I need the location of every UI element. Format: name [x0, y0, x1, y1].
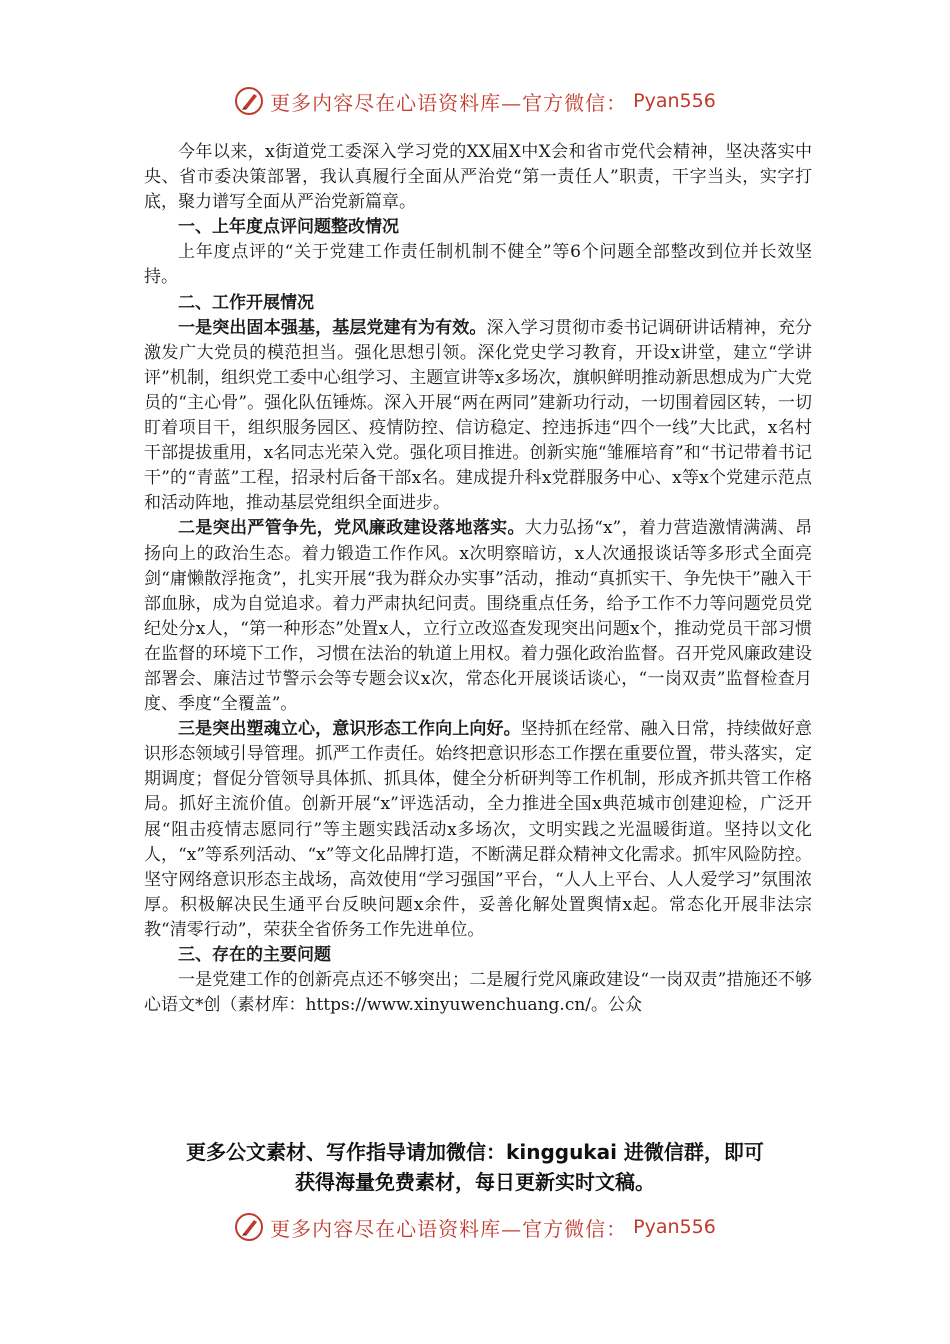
paragraph-2-lead: 一是突出固本强基，基层党建有为有效。 [178, 317, 487, 338]
paragraph-3-lead: 二是突出严管争先，党风廉政建设落地落实。 [178, 518, 525, 539]
promo-banner [100, 1137, 850, 1197]
paragraph-5: 一是党建工作的创新亮点还不够突出；二是履行党风廉政建设“一岗双责”措施还不够心语文*创（素材库：https://www.xinyuwenchuang.cn/。公众 [144, 970, 812, 1016]
footer-watermark [0, 1212, 950, 1242]
paragraph-4 [144, 717, 812, 943]
paragraph-4-body: 坚持抓在经常、融入日常，持续做好意识形态领域引导管理。抓严工作责任。始终把意识形态工作摆在重要位置，带头落实，定期调度；督促分管领导具体抓、抓具体，健全分析研判等工作机制，形成齐抓共管工作格局。抓好主流价值。创新开展“x”评选活动，全力推进全国x典范城市创建迎检，广泛开展“阻击疫情志愿同行”等主题实践活动x多场次，文明实践之光温暖街道。坚持以文化人，“x”等系列活动、“x”等文化品牌打造，不断满足群众精神文化需求。抓牢风险防控。坚守网络意识形态主战场，高效使用“学习强国”平台，“人人上平台、人人爱学习”氛围浓厚。积极解决民生通平台反映问题x余件，妥善化解处置舆情x起。常态化开展非法宗教“清零行动”，荣获全省侨务工作先进单位。 [144, 719, 813, 940]
document-body [144, 140, 812, 1018]
section-heading-2: 二、工作开展情况 [178, 292, 314, 313]
paragraph-3-body: 大力弘扬“x”，着力营造激情满满、昂扬向上的政治生态。着力锻造工作作风。x次明察暗访，x人次通报谈话等多形式全面亮剑“庸懒散浮拖贪”，扎实开展“我为群众办实事”活动，推动“真抓实干、争先快干”融入干部血脉，成为自觉追求。着力严肃执纪问责。围绕重点任务，给予工作不力等问题党员党纪处分x人，“第一种形态”处置x人，立行立改巡查发现突出问题x个，推动党员干部习惯在监督的环境下工作，习惯在法治的轨道上用权。着力强化政治监督。召开党风廉政建设部署会、廉洁过节警示会等专题会议x次，常态化开展谈话谈心，“一岗双责”监督检查月度、季度“全覆盖”。 [144, 518, 812, 715]
promo-line-1: 更多公文素材、写作指导请加微信：kinggukai 进微信群，即可 [186, 1140, 764, 1164]
section-heading-1: 一、上年度点评问题整改情况 [178, 217, 399, 238]
watermark-text: 更多内容尽在心语资料库—官方微信： [270, 1216, 628, 1241]
pen-logo-icon [234, 1212, 264, 1242]
promo-line-2: 获得海量免费素材，每日更新实时文稿。 [295, 1170, 655, 1194]
pen-logo-icon [234, 86, 264, 116]
watermark-id: Pyan556 [633, 90, 716, 112]
paragraph-4-lead: 三是突出塑魂立心，意识形态工作向上向好。 [178, 719, 521, 740]
paragraph-3 [144, 516, 812, 717]
paragraph-1: 上年度点评的“关于党建工作责任制机制不健全”等6个问题全部整改到位并长效坚持。 [144, 242, 812, 288]
paragraph-2-body: 深入学习贯彻市委书记调研讲话精神，充分激发广大党员的模范担当。强化思想引领。深化党史学习教育，开设x讲堂，建立“学讲评”机制，组织党工委中心组学习、主题宣讲等x多场次，旗帜鲜明推动新思想成为广大党员的“主心骨”。强化队伍锤炼。深入开展“两在两同”建新功行动，一切围着园区转，一切盯着项目干，组织服务园区、疫情防控、信访稳定、控违拆违“四个一线”大比武，x名村干部提拔重用，x名同志光荣入党。强化项目推进。创新实施“雏雁培育”和“书记带着书记干”的“青蓝”工程，招录村后备干部x名。建成提升科x党群服务中心、x等x个党建示范点和活动阵地，推动基层党组织全面进步。 [144, 317, 812, 514]
paragraph-2 [144, 316, 812, 517]
watermark-id: Pyan556 [633, 1216, 716, 1238]
header-watermark [0, 86, 950, 116]
watermark-text: 更多内容尽在心语资料库—官方微信： [270, 90, 628, 115]
section-heading-3: 三、存在的主要问题 [178, 945, 331, 965]
intro-paragraph: 今年以来，x街道党工委深入学习党的XX届X中X会和省市党代会精神，坚决落实中央、省市委决策部署，我认真履行全面从严治党“第一责任人”职责，干字当头，实字打底，聚力谱写全面从严治党新篇章。 [144, 142, 812, 213]
